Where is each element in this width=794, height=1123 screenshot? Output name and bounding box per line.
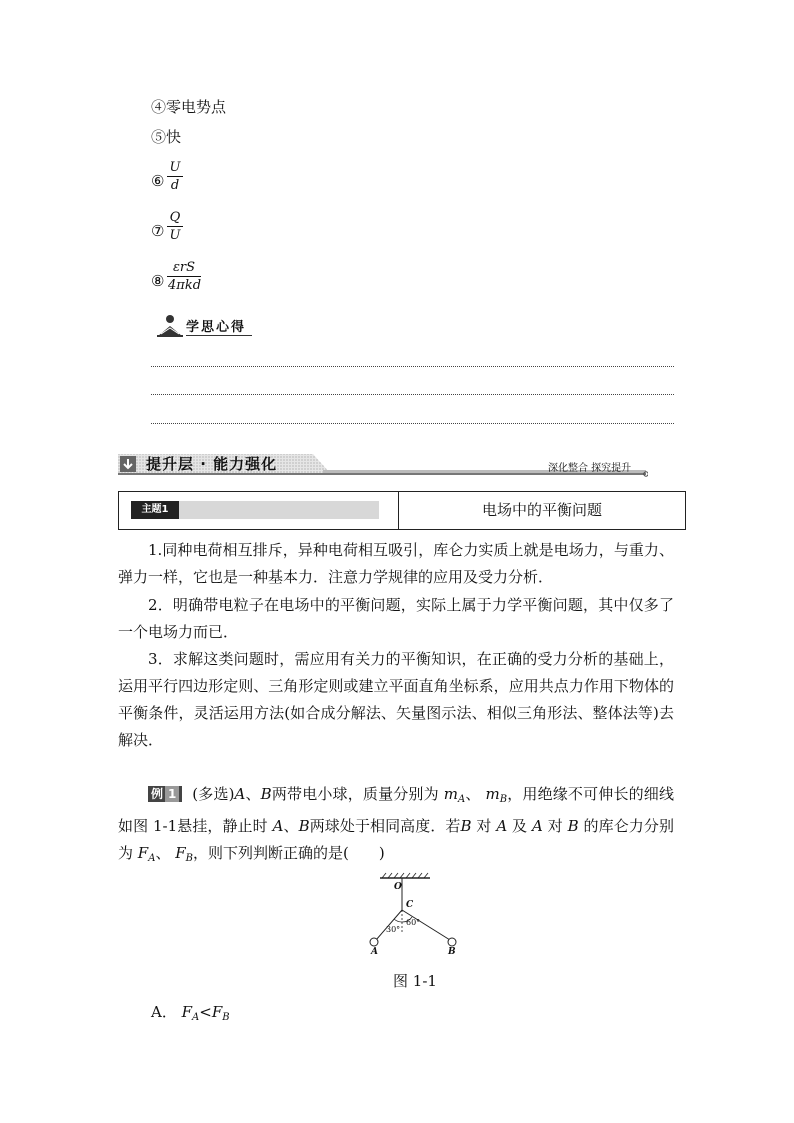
option-operator: < <box>199 1003 212 1021</box>
example-var: B <box>260 785 272 803</box>
section-subtitle: 深化整合 探究提升 <box>548 463 632 474</box>
fraction-bar <box>167 226 183 227</box>
example-var: A <box>496 817 508 835</box>
option-subscript: B <box>222 1012 230 1023</box>
option-subscript: A <box>192 1012 200 1023</box>
fraction-bar <box>167 176 183 177</box>
paragraph-2: 2．明确带电粒子在电场中的平衡问题，实际上属于力学平衡问题，其中仅多了一个电场力而已． <box>118 596 674 641</box>
reflection-label: 学思心得 <box>186 320 247 335</box>
example-var: F <box>175 844 186 862</box>
example-text: ，用绝缘不可伸长的细线如图 1-1悬挂，静止时 <box>118 785 674 835</box>
answer-5: ⑤快 <box>151 128 182 146</box>
fraction-denominator: d <box>170 178 180 193</box>
example-text: 两带电小球，质量分别为 <box>271 785 439 803</box>
example-text: (多选) <box>192 785 235 803</box>
example-tag-label: 例 <box>151 787 164 801</box>
answer-8-fraction <box>167 260 201 293</box>
option-var: F <box>211 1003 223 1021</box>
example-var: B <box>460 817 472 835</box>
example-var: B <box>567 817 579 835</box>
example-text: 对 <box>547 817 563 835</box>
example-text: 两球处于相同高度．若 <box>309 817 461 835</box>
reader-icon <box>155 314 185 338</box>
example-subscript: B <box>499 794 508 805</box>
topic-tag: 主题1 <box>131 501 179 519</box>
reflection-underline <box>186 335 252 336</box>
fraction-numerator: U <box>169 160 181 175</box>
answer-6-fraction <box>167 160 183 193</box>
topic-tag-bar <box>179 501 379 519</box>
answer-6-prefix: ⑥ <box>151 172 165 190</box>
topic-box <box>118 491 686 530</box>
label-a: A <box>371 947 378 957</box>
example-text: 的库仑力分别为 <box>118 817 674 862</box>
fraction-bar <box>167 276 201 277</box>
section-title: 提升层 · 能力强化 <box>146 455 278 473</box>
label-o: O <box>394 882 402 892</box>
fraction-numerator: εrS <box>172 260 196 275</box>
example-text: 、 <box>283 817 299 835</box>
example-text: 对 <box>476 817 492 835</box>
example-var: m <box>443 785 458 803</box>
writing-line <box>151 394 674 395</box>
example-subscript: A <box>457 794 466 805</box>
example-number: 1 <box>165 786 179 802</box>
example-subscript: B <box>185 853 194 864</box>
example-tag <box>148 786 182 802</box>
example-var: A <box>234 785 246 803</box>
paragraph-3: 3．求解这类问题时，需应用有关力的平衡知识，在正确的受力分析的基础上，运用平行四边形定则、三角形定则或建立平面直角坐标系，应用共点力作用下物体的平衡条件，灵活运用方法(如合成分解法、矢量图示法、相似三角形法、整体法等)去解决． <box>118 650 674 749</box>
answer-4: ④零电势点 <box>151 98 227 116</box>
figure-caption: 图 1-1 <box>393 972 437 990</box>
option-letter: A． <box>151 1003 177 1021</box>
writing-line <box>151 423 674 424</box>
fraction-denominator: 4πkd <box>168 278 202 293</box>
reflection-header <box>155 314 255 338</box>
example-text: 、 <box>465 785 481 803</box>
fraction-denominator: U <box>169 228 181 243</box>
example-var: A <box>272 817 284 835</box>
label-b: B <box>448 947 456 957</box>
example-var: F <box>137 844 149 862</box>
example-var: A <box>532 817 543 835</box>
example-text: 及 <box>512 817 528 835</box>
paragraph-1: 1.同种电荷相互排斥，异种电荷相互吸引，库仑力实质上就是电场力，与重力、弹力一样，它也是一种基本力．注意力学规律的应用及受力分析． <box>118 541 674 586</box>
section-banner <box>118 450 648 477</box>
writing-line <box>151 366 674 367</box>
answer-7-fraction <box>167 210 183 243</box>
example-text: 、 <box>155 844 171 862</box>
option-var: F <box>181 1003 193 1021</box>
label-c: C <box>406 900 414 910</box>
figure-1-1 <box>360 872 470 964</box>
fraction-numerator: Q <box>169 210 181 225</box>
angle-60: 60° <box>406 918 421 927</box>
example-var: m <box>485 785 500 803</box>
topic-title: 电场中的平衡问题 <box>481 501 602 519</box>
example-1 <box>118 781 674 872</box>
example-text: ，则下列判断正确的是( ) <box>193 844 385 862</box>
answer-8-prefix: ⑧ <box>151 272 165 290</box>
answer-7-prefix: ⑦ <box>151 222 165 240</box>
angle-30: 30° <box>386 925 401 934</box>
option-a <box>151 1002 230 1028</box>
example-subscript: A <box>148 853 156 864</box>
example-var: B <box>298 817 310 835</box>
example-text: 、 <box>245 785 261 803</box>
